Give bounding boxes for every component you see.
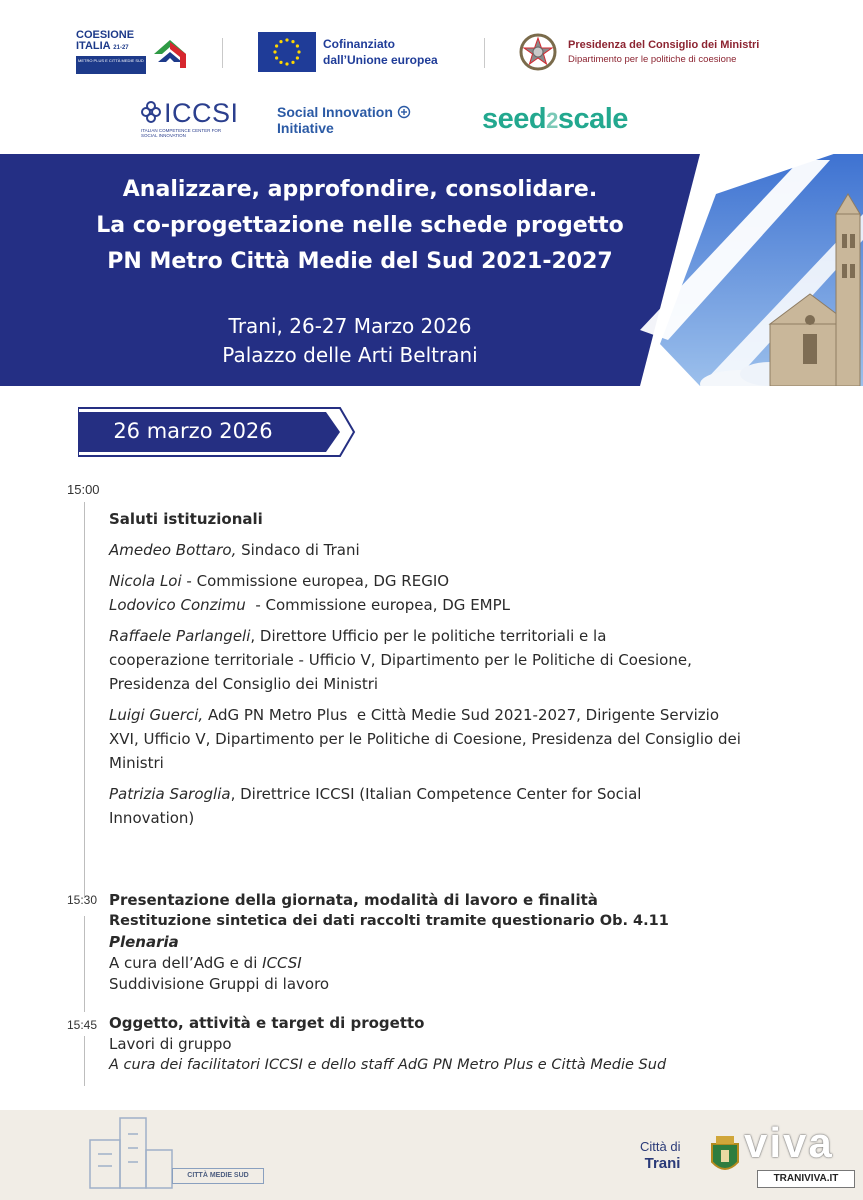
coesione-arrow-icon [150,34,190,74]
iccsi-logo-subtitle: ITALIAN COMPETENCE CENTER FOR SOCIAL INNOVATION [141,128,222,138]
agenda-note: A cura dei facilitatori ICCSI e dello staff AdG PN Metro Plus e Città Medie Sud [109,1057,667,1073]
agenda-time: 15:45 [67,1018,98,1032]
agenda-heading: Saluti istituzionali [109,510,263,528]
agenda-note: Suddivisione Gruppi di lavoro [109,975,330,993]
agenda-time: 15:00 [67,482,100,497]
speaker-name: Luigi Guerci, [109,706,204,724]
speaker-name: Patrizia Saroglia [109,785,231,803]
agenda-mode: Plenaria [109,933,179,951]
agenda-item-presentazione [109,890,759,995]
event-place-date: Trani, 26-27 Marzo 2026 [228,314,472,338]
traniviva-site-label: TRANIVIVA.IT [757,1170,855,1188]
agenda-organizer [109,953,759,974]
iccsi-logo-text: ICCSI [164,98,239,128]
eu-cofinanced-text: Cofinanziato dall’Unione europea [323,37,438,67]
timeline-line [84,1036,85,1086]
speaker-role: - Commissione europea, DG REGIO [181,572,450,590]
event-venue: Palazzo delle Arti Beltrani [222,343,478,367]
agenda-item-oggetto [109,1013,769,1076]
partner-logos-top [0,22,863,82]
agenda-heading: Restituzione sintetica dei dati raccolti tramite questionario Ob. 4.11 [109,913,669,929]
event-title-line: PN Metro Città Medie del Sud 2021-2027 [107,249,613,274]
coesione-italia-logo [76,30,191,76]
logo-divider [222,38,223,68]
citta-medie-sud-label: CITTÀ MEDIE SUD [172,1168,264,1184]
italian-republic-emblem-icon [518,32,558,72]
eu-flag-icon [258,32,316,72]
agenda-note: Lavori di gruppo [109,1035,232,1053]
speaker-entry [109,538,749,562]
speaker-role: AdG PN Metro Plus e Città Medie Sud 2021-2027, Dirigente Servizio XVI, Ufficio V, Dipartimento per le Politiche di Coesione, Presidenza del Consiglio dei Ministri [109,706,746,772]
organizer-prefix: A cura dell’AdG e di [109,954,263,972]
speaker-entry [109,624,709,696]
speaker-name: Amedeo Bottaro, [109,541,237,559]
event-banner [0,154,863,386]
speaker-role: - Commissione europea, DG EMPL [245,596,511,614]
event-title [0,172,720,280]
speaker-entry [109,593,749,617]
coesione-logo-subtitle: METRO PLUS E CITTÀ MEDIE SUD [76,56,146,74]
speaker-role: , Direttore Ufficio per le politiche territoriali e la cooperazione territoriale - Ufficio V, Dipartimento per le Politiche di Coesione, Presidenza del Consiglio dei Ministri [109,627,692,693]
event-title-line: La co-progettazione nelle schede progetto [96,213,624,238]
speaker-role: Sindaco di Trani [236,541,360,559]
presidenza-consiglio-text: Presidenza del Consiglio dei Ministri Dipartimento per le politiche di coesione [568,39,760,65]
agenda-time: 15:30 [67,893,98,907]
event-location [0,312,700,370]
citta-di-trani-label: Città di Trani [640,1139,681,1172]
agenda-heading: Oggetto, attività e target di progetto [109,1014,425,1032]
timeline-line [84,916,85,1012]
speaker-name: Raffaele Parlangeli [109,627,251,645]
plus-circle-icon [397,105,411,119]
organizer-name: ICCSI [262,954,302,972]
timeline-line [84,502,85,896]
trani-coat-of-arms-icon [708,1134,742,1178]
agenda-item-saluti [109,507,749,830]
coesione-logo-text: COESIONE ITALIA 21-27 [76,29,135,52]
speaker-entry [109,569,749,593]
seed2scale-logo: seed2scale [482,103,628,135]
traniviva-watermark: viva [744,1119,834,1166]
partner-logos-bottom [0,92,863,152]
iccsi-flower-icon [138,98,164,128]
footer [0,1110,863,1200]
speaker-entry [109,782,709,830]
speaker-entry [109,703,749,775]
speaker-role: , Direttrice ICCSI (Italian Competence Center for Social Innovation) [109,785,642,827]
ribbon-date-text: 26 marzo 2026 [113,419,273,443]
event-title-line: Analizzare, approfondire, consolidare. [122,177,598,202]
logo-divider [484,38,485,68]
social-innovation-initiative-logo: Social Innovation Initiative [277,104,411,136]
agenda-heading: Presentazione della giornata, modalità di lavoro e finalità [109,891,598,909]
speaker-name: Nicola Loi [109,572,182,590]
speaker-name: Lodovico Conzimu [109,596,246,614]
